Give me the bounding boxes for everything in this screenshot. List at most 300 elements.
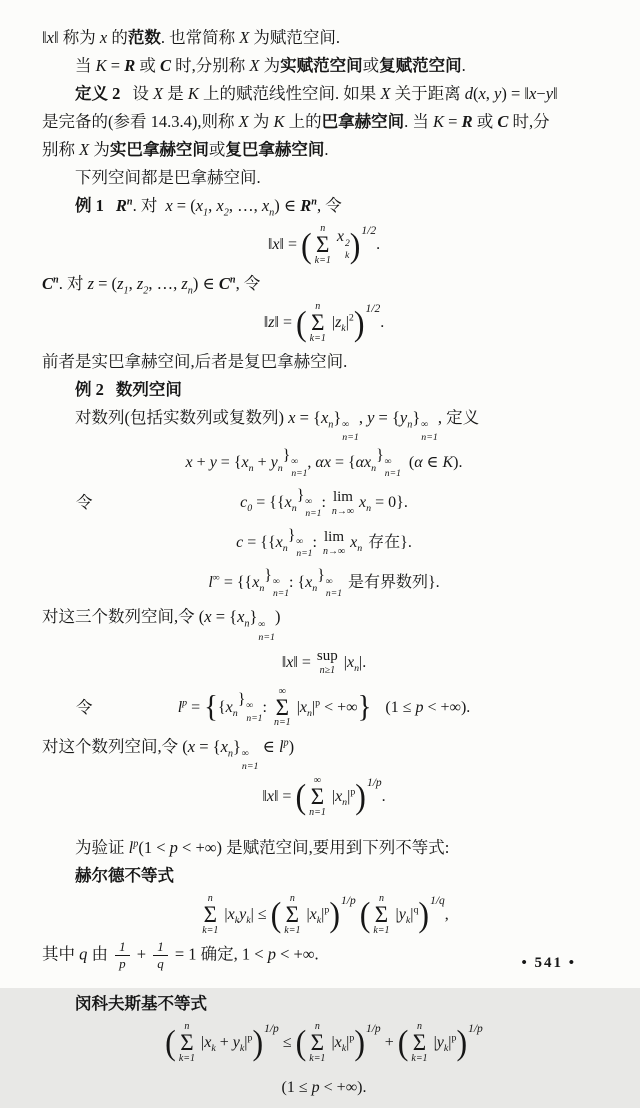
math-token: $|^p$ — [448, 1032, 457, 1051]
formula-c0-definition — [240, 488, 408, 520]
math-token: $y_k$ — [398, 905, 411, 926]
math-token — [323, 530, 345, 557]
math-token: = { — [330, 454, 356, 472]
math-token: , …, — [148, 274, 182, 293]
math-token: ∞ — [291, 455, 299, 467]
math-token: 定义 2 — [75, 84, 121, 103]
math-token: ) — [274, 607, 281, 627]
math-token: , — [307, 454, 316, 472]
formula-rn-norm — [268, 224, 380, 266]
math-token: n=1 — [325, 588, 342, 600]
math-token: x — [286, 653, 294, 671]
math-token: . 也常简称 — [160, 28, 240, 47]
math-token: k=1 — [411, 1052, 428, 1064]
math-superscript: p — [283, 737, 289, 749]
math-token: ‖ = — [293, 653, 315, 671]
math-token: $|^p$ — [347, 786, 356, 805]
math-token: $x_n$ — [320, 408, 334, 431]
formula-linf-definition — [208, 568, 439, 600]
math-token: 其中 — [42, 944, 80, 964]
math-token: $|^p$ — [311, 697, 321, 716]
math-token: α — [355, 454, 365, 472]
math-token: z — [87, 274, 94, 293]
math-subscript: 0 — [247, 503, 253, 515]
math-token — [301, 225, 312, 265]
math-token: X — [239, 28, 250, 47]
math-token: α — [414, 454, 423, 472]
math-token: ( — [359, 894, 371, 934]
math-superscript: n — [229, 274, 236, 286]
math-token: x — [266, 787, 274, 805]
math-token: l∞ — [208, 572, 220, 592]
math-token: x — [323, 454, 331, 472]
math-subscript: n — [307, 707, 312, 719]
math-subscript: k — [211, 1042, 216, 1054]
math-subscript: k — [405, 914, 411, 926]
display-minkowski-range — [42, 1068, 606, 1108]
math-token: 为赋范空间. — [249, 28, 341, 47]
math-token: < +∞). — [319, 1078, 367, 1096]
math-token: | — [343, 653, 347, 671]
math-token: ( — [397, 1022, 409, 1062]
math-token: = ( — [172, 196, 196, 215]
math-token: X — [79, 140, 90, 159]
math-token: 1/2 — [361, 225, 377, 237]
math-token: n — [314, 1020, 320, 1032]
math-token: X — [153, 84, 164, 103]
math-token: . 对 — [132, 196, 158, 215]
math-token — [411, 1022, 427, 1064]
math-token: 或 — [208, 140, 226, 159]
math-superscript: 2 — [348, 312, 354, 324]
formula-cn-norm — [264, 302, 384, 344]
math-token: | — [201, 1033, 205, 1051]
para-example1-rn — [42, 192, 606, 220]
math-token — [421, 420, 438, 443]
math-token: Σ — [275, 694, 289, 720]
math-token: n=1 — [291, 468, 308, 480]
math-token: 是 — [163, 84, 188, 103]
math-token: 关于距离 — [390, 84, 465, 103]
math-token: q — [153, 955, 168, 972]
math-token: ‖ — [262, 787, 267, 805]
math-token: K — [432, 112, 444, 131]
math-token: = {{ — [252, 494, 285, 512]
math-token: ∞ — [384, 455, 392, 467]
math-token: 例 2 — [75, 380, 104, 399]
math-token: $x_n$ — [284, 494, 297, 515]
display-c0-definition — [42, 483, 606, 523]
heading-holder — [42, 862, 606, 890]
math-token — [353, 303, 381, 343]
para-example1-cn — [42, 270, 606, 298]
math-token: ‖ = — [273, 787, 296, 805]
math-token: x 2 k — [336, 228, 350, 262]
math-token: X — [238, 112, 249, 131]
math-token: = {{ — [219, 574, 253, 592]
formula-minkowski-inequality — [165, 1022, 483, 1064]
math-token: = — [187, 698, 205, 716]
para-former-latter — [42, 348, 606, 376]
math-superscript: p — [350, 786, 356, 798]
math-token: K — [95, 56, 107, 75]
math-token: | — [433, 1033, 437, 1051]
math-token: $c_0$ — [240, 494, 253, 515]
math-token: k — [344, 250, 350, 262]
math-token: $x_k$ — [309, 905, 322, 926]
para-banach-intro — [42, 164, 606, 192]
math-token: ‖ — [267, 236, 273, 253]
math-token: c — [236, 534, 244, 552]
math-token: 赫尔德不等式 — [75, 865, 174, 885]
math-token — [349, 225, 377, 265]
math-token: ( — [295, 1022, 307, 1062]
math-token — [295, 1022, 307, 1062]
page-number: • 541 • — [521, 955, 576, 971]
math-token: , 令 — [235, 274, 261, 293]
math-token: + — [380, 1033, 398, 1051]
math-token: , — [358, 408, 368, 427]
math-token: { — [217, 698, 226, 716]
math-token: lim — [332, 488, 353, 505]
math-token: 1 — [119, 938, 126, 954]
math-subscript: n — [269, 207, 275, 219]
math-token: { — [204, 689, 218, 724]
math-token: y — [545, 84, 554, 103]
math-token: x — [165, 196, 173, 215]
math-token: 为 — [89, 140, 110, 159]
math-superscript: p — [324, 904, 330, 916]
formula-c-definition — [236, 528, 412, 560]
math-token: . — [381, 787, 386, 805]
math-token: 或 — [135, 56, 160, 75]
math-token: ) — [354, 1022, 365, 1062]
display-lp-norm — [42, 772, 606, 822]
math-token: ) — [355, 776, 366, 816]
math-superscript: p — [133, 838, 139, 850]
math-token: . — [376, 236, 381, 253]
math-token: } ∞ n=1 — [249, 607, 275, 643]
math-token — [355, 776, 382, 816]
math-token: n=1 — [246, 712, 263, 724]
math-token — [385, 457, 401, 479]
math-token: < +∞ — [320, 698, 358, 716]
math-token: . — [380, 314, 385, 331]
math-token: $z_n$ — [181, 274, 193, 297]
math-token: Σ — [285, 901, 300, 927]
math-token: ( — [408, 454, 415, 472]
math-token: } — [357, 689, 372, 724]
math-token: = { — [216, 454, 242, 472]
math-token: } ∞ n=1 — [376, 446, 401, 480]
math-token: ∞ — [278, 685, 286, 697]
math-token: 巴拿赫空间 — [321, 112, 405, 131]
math-token: 上的赋范线性空间. 如果 — [198, 84, 381, 103]
math-token: } ∞ n=1 — [233, 736, 259, 772]
math-token: n — [289, 892, 295, 904]
math-token: | — [331, 1033, 335, 1051]
math-token: x — [529, 84, 537, 103]
math-token: $R^n$ — [300, 196, 317, 215]
math-token: ( — [270, 894, 282, 934]
math-token — [418, 894, 445, 934]
display-label: 令 — [76, 697, 93, 717]
math-token: R — [124, 56, 136, 75]
math-token — [373, 894, 389, 936]
math-token — [258, 620, 275, 643]
math-token: $y_n$ — [399, 408, 413, 431]
para-sequences-def — [42, 404, 606, 443]
math-token: } ∞ n=1 — [296, 486, 322, 520]
math-token: p — [115, 955, 130, 972]
math-token: $x_n$ — [261, 196, 275, 219]
math-token: $x_n$ — [241, 454, 254, 475]
math-token: k=1 — [284, 924, 301, 936]
math-token: $x_n$ — [220, 736, 233, 759]
math-token: n=1 — [305, 508, 322, 520]
math-token: (1 ≤ — [281, 1078, 312, 1096]
math-subscript: n — [232, 707, 238, 719]
math-token: 的 — [107, 28, 128, 47]
math-token: 上的 — [284, 112, 322, 131]
math-token: | — [331, 787, 336, 805]
math-token: } ∞ n=1 — [412, 408, 438, 444]
math-token: ∈ — [422, 454, 443, 472]
math-token: k=1 — [309, 1052, 326, 1064]
math-token: Σ — [412, 1029, 427, 1055]
math-token: 例 1 — [75, 196, 104, 215]
math-token: 闵科夫斯基不等式 — [75, 993, 207, 1013]
math-token: n — [184, 1020, 190, 1032]
math-token: $x_1$ — [195, 196, 209, 219]
math-token — [270, 894, 282, 934]
math-token: $l^p$ — [278, 736, 289, 756]
math-token: $x_k$ — [204, 1033, 216, 1054]
math-token: |. — [359, 653, 367, 671]
math-token: y — [209, 454, 217, 472]
math-token: n=1 — [296, 548, 313, 560]
math-token: = ( — [94, 274, 118, 293]
math-token: ( — [165, 1022, 176, 1062]
display-cn-norm — [42, 298, 606, 348]
math-token: 或 — [472, 112, 498, 131]
math-token: ). — [453, 454, 463, 472]
math-token: K — [442, 454, 454, 472]
math-token: $x_n$ — [225, 698, 238, 719]
math-token: , — [208, 196, 217, 215]
math-token: 前者是实巴拿赫空间,后者是复巴拿赫空间. — [42, 352, 348, 371]
math-token: 1/q — [430, 894, 445, 907]
math-subscript: n — [342, 796, 348, 808]
math-token: $|^p$ — [321, 904, 330, 923]
math-token: ) = ‖ — [501, 84, 530, 103]
math-token: } ∞ n=1 — [264, 566, 290, 600]
math-token — [242, 749, 259, 772]
math-token: ∞ — [313, 774, 322, 786]
math-token: + — [215, 1033, 233, 1051]
math-token: 1/p — [468, 1022, 483, 1035]
math-token: ( — [301, 225, 312, 265]
math-token: 1/p — [365, 1022, 381, 1035]
math-token: q — [79, 944, 88, 964]
math-token: ) ∈ — [274, 196, 301, 215]
math-token — [309, 776, 326, 818]
math-token — [359, 894, 371, 934]
display-linf-definition — [42, 563, 606, 603]
math-token: 对这个数列空间,令 ( — [42, 736, 188, 756]
math-token: 1/p — [264, 1022, 279, 1035]
math-token — [456, 1022, 483, 1062]
math-token: n→∞ — [322, 545, 346, 557]
math-token: $z_1$ — [117, 274, 129, 297]
math-subscript: n — [291, 503, 297, 515]
math-token: $y_k$ — [239, 905, 251, 926]
math-token: 1/p — [340, 894, 356, 907]
math-subscript: n — [371, 463, 377, 475]
math-token: ‖ — [281, 653, 287, 671]
math-token: $x_k$ — [334, 1033, 347, 1054]
display-rn-norm — [42, 220, 606, 270]
math-token — [332, 490, 354, 517]
math-token: 设 — [132, 84, 153, 103]
para-definition2-line1 — [42, 80, 606, 108]
math-token: $y_k$ — [436, 1033, 449, 1054]
display-label: 令 — [76, 493, 93, 513]
math-token: 是有界数列}. — [348, 574, 440, 592]
math-subscript: k — [246, 914, 251, 926]
math-token — [317, 649, 338, 676]
math-superscript: ∞ — [212, 572, 220, 584]
math-token: X — [380, 84, 391, 103]
math-token: ∞ — [421, 419, 429, 431]
math-token: 当 — [75, 56, 96, 75]
math-subscript: n — [259, 583, 265, 595]
math-token: $x_n$ — [359, 494, 372, 515]
math-subscript: n — [244, 618, 250, 630]
math-token: ‖ = — [274, 314, 297, 331]
math-subscript: n — [187, 285, 193, 297]
math-token: x — [185, 454, 193, 472]
math-token: C — [497, 112, 509, 131]
math-token: 1 — [157, 938, 164, 954]
math-token: n — [416, 1020, 422, 1032]
math-token: k=1 — [202, 924, 219, 936]
math-token: $l^p$ — [177, 697, 188, 716]
math-token: $x_n$ — [346, 653, 360, 674]
math-token: $z_k$ — [335, 314, 346, 335]
math-token — [310, 302, 326, 344]
math-token: 对数列(包括实数列或复数列) — [75, 408, 289, 427]
math-token: ∞ — [241, 747, 249, 759]
math-token: , — [485, 84, 495, 103]
math-subscript: k — [443, 1042, 449, 1054]
math-token: $|^p$ — [346, 1032, 355, 1051]
math-token: $x_n$ — [350, 534, 363, 555]
math-subscript: 1 — [203, 207, 209, 219]
formula-holder-inequality — [199, 894, 449, 936]
math-token: 复巴拿赫空间 — [225, 140, 325, 159]
math-subscript: n — [357, 543, 363, 555]
math-token: n — [207, 892, 213, 904]
math-subscript: n — [277, 463, 283, 475]
math-token: Σ — [316, 232, 330, 258]
math-token: ‖ — [42, 28, 47, 47]
math-token: | — [224, 905, 228, 923]
math-token: $x_n$ — [364, 454, 377, 475]
math-token: 对这三个数列空间,令 ( — [42, 607, 205, 627]
math-token: < +∞. — [275, 944, 319, 964]
math-token: Σ — [310, 1029, 325, 1055]
math-token: k=1 — [309, 332, 326, 344]
math-token: , 定义 — [437, 408, 480, 427]
math-token: . 当 — [404, 112, 433, 131]
math-token — [246, 701, 262, 723]
math-token: ( — [472, 84, 479, 103]
math-token — [309, 1022, 325, 1064]
math-token: 由 — [87, 944, 113, 964]
math-token: ) — [353, 303, 365, 343]
math-token: p — [415, 698, 424, 716]
math-token — [342, 420, 359, 443]
math-subscript: k — [234, 914, 240, 926]
heading-example2 — [42, 376, 606, 404]
math-token — [305, 497, 321, 519]
math-subscript: n — [354, 662, 360, 674]
math-token: 为 — [248, 112, 274, 131]
math-token: = 1 确定, 1 < — [170, 944, 268, 964]
math-token: ( — [296, 303, 307, 343]
math-token: ) — [252, 1022, 264, 1062]
math-token: < +∞) 是赋范空间,要用到下列不等式: — [177, 837, 450, 857]
math-token: lim — [324, 528, 345, 545]
math-subscript: k — [341, 1042, 347, 1054]
math-token: + — [253, 454, 271, 472]
math-token: : — [312, 534, 321, 552]
math-token: 存在}. — [368, 534, 412, 552]
math-token: x — [187, 736, 196, 756]
heading-minkowski — [42, 990, 606, 1018]
math-token: , …, — [228, 196, 262, 215]
math-token: R — [461, 112, 473, 131]
math-token — [296, 537, 312, 559]
math-token: 数列空间 — [115, 380, 182, 399]
math-token: $x_n$ — [305, 574, 318, 595]
math-token: ∞ — [342, 419, 350, 431]
math-superscript: n — [311, 196, 317, 208]
math-token: (1 < — [138, 837, 170, 857]
math-token: : — [262, 698, 271, 716]
math-subscript: n — [248, 463, 254, 475]
math-token: ‖ — [553, 84, 558, 103]
para-real-complex-normed — [42, 52, 606, 80]
math-token: n=1 — [241, 760, 259, 772]
math-token: $x_2$ — [216, 196, 229, 219]
math-token: x — [99, 28, 108, 47]
math-token: ‖ 称为 — [53, 28, 100, 47]
math-token: n=1 — [309, 806, 326, 818]
para-definition2-line2 — [42, 108, 606, 136]
math-token: n — [320, 223, 326, 235]
math-token: = { — [295, 408, 321, 427]
math-token — [252, 1022, 279, 1062]
math-token: $|^q$ — [410, 904, 419, 923]
math-token: ≤ — [278, 1033, 296, 1051]
math-token: k=1 — [373, 924, 390, 936]
math-token — [291, 457, 307, 479]
math-token: n=1 — [272, 588, 290, 600]
math-token: n→∞ — [331, 505, 355, 517]
math-token: ∞ — [296, 535, 304, 547]
